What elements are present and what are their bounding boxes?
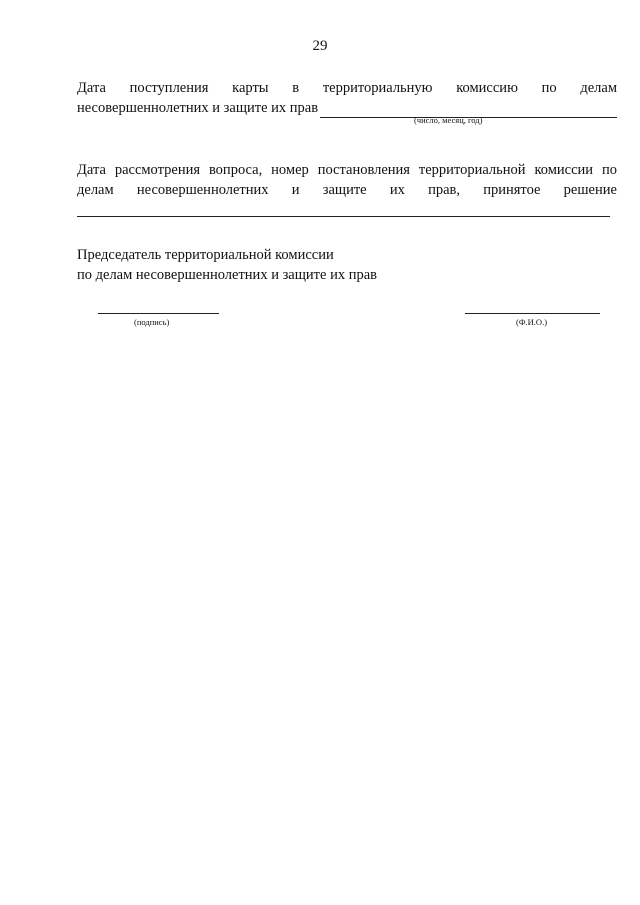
date-caption: (число, месяц, год)	[414, 115, 483, 125]
full-name-line[interactable]	[465, 313, 600, 314]
word: карты	[232, 80, 269, 96]
full-name-caption: (Ф.И.О.)	[516, 317, 548, 327]
word: в	[292, 80, 300, 96]
word: решение	[563, 182, 617, 198]
word: постановления	[317, 162, 410, 178]
word: защите	[322, 182, 367, 198]
word: поступления	[129, 80, 209, 96]
chairman-title-line-1: Председатель территориальной комиссии	[77, 247, 334, 263]
page-number: 29	[312, 38, 328, 54]
word: по	[601, 162, 617, 178]
word: по	[541, 80, 557, 96]
word: номер	[271, 162, 309, 178]
word: Дата	[77, 80, 106, 96]
word: территориальную	[322, 80, 433, 96]
word: прав,	[428, 182, 460, 198]
word: комиссии	[534, 162, 594, 178]
word: принятое	[483, 182, 541, 198]
chairman-title-line-2: по делам несовершеннолетних и защите их прав	[77, 267, 377, 283]
word: рассмотрения	[114, 162, 201, 178]
word: их	[389, 182, 405, 198]
word: комиссию	[456, 80, 518, 96]
chairman-block	[77, 245, 617, 285]
review-line-1	[77, 160, 617, 180]
review-line-2	[77, 180, 617, 200]
word: Дата	[77, 162, 106, 178]
word: несовершеннолетних	[136, 182, 269, 198]
card-receipt-label-end: несовершеннолетних и защите их прав	[77, 100, 319, 116]
decision-entry-line[interactable]	[77, 200, 610, 217]
word: и	[291, 182, 300, 198]
review-date-block	[77, 160, 617, 217]
word: делам	[580, 80, 617, 96]
signature-line[interactable]	[98, 313, 219, 314]
card-receipt-date-block	[77, 78, 617, 118]
word: вопроса,	[208, 162, 263, 178]
word: территориальной	[418, 162, 526, 178]
word: делам	[77, 182, 114, 198]
card-receipt-line-1	[77, 78, 617, 98]
signature-caption: (подпись)	[134, 317, 170, 327]
card-receipt-line-2	[77, 98, 617, 118]
